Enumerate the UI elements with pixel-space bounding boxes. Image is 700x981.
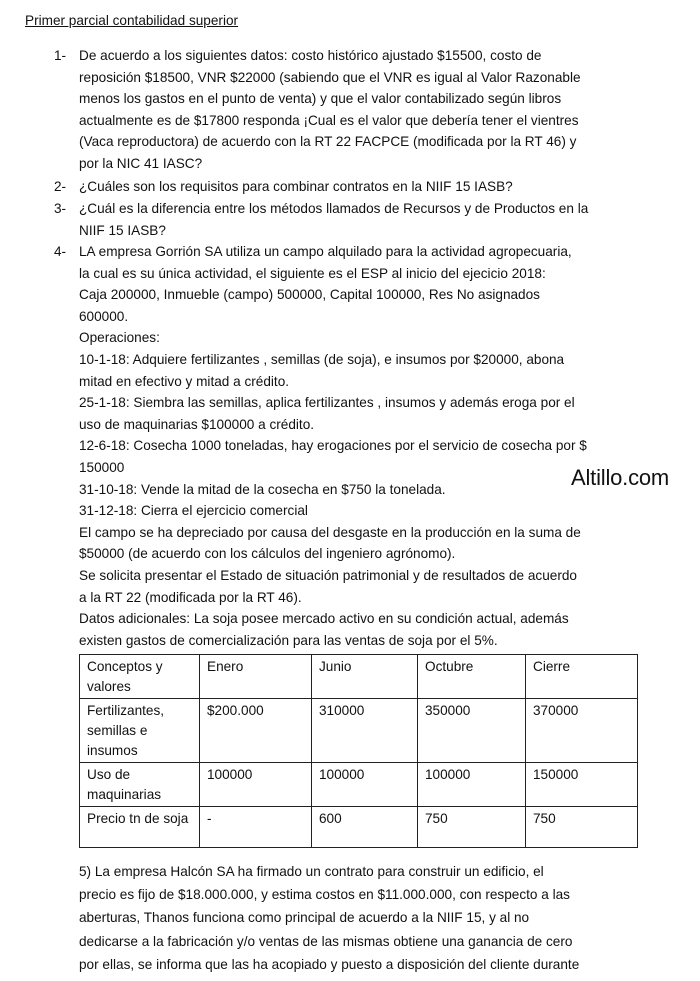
question-4-text xyxy=(79,241,663,651)
table-cell: 100000 xyxy=(200,763,312,807)
header-cell: Cierre xyxy=(526,655,638,699)
question-number: 4- xyxy=(54,244,67,259)
table-cell: 150000 xyxy=(526,763,638,807)
text-line: uso de maquinarias $100000 a crédito. xyxy=(79,416,315,432)
table-cell: 370000 xyxy=(526,699,638,763)
table-cell: 600 xyxy=(312,807,418,848)
question-2-text xyxy=(79,176,663,198)
text-line: a la RT 22 (modificada por la RT 46). xyxy=(79,589,302,605)
question-number: 1- xyxy=(54,48,67,63)
text-line: Operaciones: xyxy=(79,330,160,346)
text-line: 31-12-18: Cierra el ejercicio comercial xyxy=(79,503,308,519)
text-line: menos los gastos en el punto de venta) y que el valor contabilizado según libros xyxy=(79,91,562,107)
text-line: 10-1-18: Adquiere fertilizantes , semillas (de soja), e insumos por $20000, abona xyxy=(79,351,565,367)
question-1-text xyxy=(79,45,663,175)
header-cell: Conceptos y valores xyxy=(80,655,200,699)
text-line: NIIF 15 IASB? xyxy=(79,222,166,238)
question-number: 3- xyxy=(54,201,67,216)
text-line: $50000 (de acuerdo con los cálculos del ingeniero agrónomo). xyxy=(79,546,456,562)
text-line: 150000 xyxy=(79,459,125,475)
question-number: 2- xyxy=(54,179,67,194)
text-line: Se solicita presentar el Estado de situación patrimonial y de resultados de acuerdo xyxy=(79,567,577,583)
table-cell: 750 xyxy=(418,807,526,848)
header-cell: Enero xyxy=(200,655,312,699)
text-line: por la NIC 41 IASC? xyxy=(79,155,203,171)
text-line: 5) La empresa Halcón SA ha firmado un contrato para construir un edificio, el xyxy=(79,864,544,879)
table-row xyxy=(80,807,638,848)
table-cell: 750 xyxy=(526,807,638,848)
text-line: existen gastos de comercialización para las ventas de soja por el 5%. xyxy=(79,632,498,648)
text-line: mitad en efectivo y mitad a crédito. xyxy=(79,373,290,389)
data-table xyxy=(79,654,638,848)
table-cell: $200.000 xyxy=(200,699,312,763)
text-line: actualmente es de $17800 responda ¡Cual es el valor que debería tener el vientres xyxy=(79,112,579,128)
table-cell: - xyxy=(200,807,312,848)
text-line: De acuerdo a los siguientes datos: costo histórico ajustado $15500, costo de xyxy=(79,48,542,63)
watermark-logo: Altillo.com xyxy=(571,465,670,490)
document-title: Primer parcial contabilidad superior xyxy=(25,13,239,28)
text-line: 600000. xyxy=(79,308,129,324)
text-line: (Vaca reproductora) de acuerdo con la RT 22 FACPCE (modificada por la RT 46) y xyxy=(79,134,577,150)
table-cell: Fertilizantes, semillas e insumos xyxy=(80,699,200,763)
table-cell: 100000 xyxy=(312,763,418,807)
header-cell: Octubre xyxy=(418,655,526,699)
header-cell: Junio xyxy=(312,655,418,699)
table-row xyxy=(80,763,638,807)
table-cell: Precio tn de soja xyxy=(80,807,200,848)
text-line: LA empresa Gorrión SA utiliza un campo alquilado para la actividad agropecuaria, xyxy=(79,244,572,259)
text-line: por ellas, se informa que las ha acopiado y puesto a disposición del cliente durante xyxy=(79,956,580,972)
text-line: Datos adicionales: La soja posee mercado activo en su condición actual, además xyxy=(79,611,569,627)
question-3-text xyxy=(79,198,663,241)
text-line: precio es fijo de $18.000.000, y estima costos en $11.000.000, con respecto a las xyxy=(79,887,570,903)
text-line: ¿Cuáles son los requisitos para combinar contratos en la NIIF 15 IASB? xyxy=(79,179,513,194)
text-line: reposición $18500, VNR $22000 (sabiendo que el VNR es igual al Valor Razonable xyxy=(79,69,581,85)
table-cell: 100000 xyxy=(418,763,526,807)
table-header-row xyxy=(80,655,638,699)
table-cell: 350000 xyxy=(418,699,526,763)
text-line: 31-10-18: Vende la mitad de la cosecha en $750 la tonelada. xyxy=(79,481,446,497)
text-line: 25-1-18: Siembra las semillas, aplica fertilizantes , insumos y además eroga por el xyxy=(79,395,575,411)
table-cell: 310000 xyxy=(312,699,418,763)
text-line: dedicarse a la fabricación y/o ventas de las mismas obtiene una ganancia de cero xyxy=(79,933,573,949)
text-line: El campo se ha depreciado por causa del desgaste en la producción en la suma de xyxy=(79,524,581,540)
text-line: ¿Cuál es la diferencia entre los métodos llamados de Recursos y de Productos en la xyxy=(79,201,589,216)
table-cell: Uso de maquinarias xyxy=(80,763,200,807)
text-line: Caja 200000, Inmueble (campo) 500000, Capital 100000, Res No asignados xyxy=(79,287,540,303)
question-5 xyxy=(79,860,639,976)
text-line: aberturas, Thanos funciona como principal de acuerdo a la NIIF 15, y al no xyxy=(79,910,530,926)
text-line: la cual es su única actividad, el siguiente es el ESP al inicio del ejecicio 2018: xyxy=(79,265,546,281)
table-row xyxy=(80,699,638,763)
text-line: 12-6-18: Cosecha 1000 toneladas, hay erogaciones por el servicio de cosecha por $ xyxy=(79,438,587,454)
